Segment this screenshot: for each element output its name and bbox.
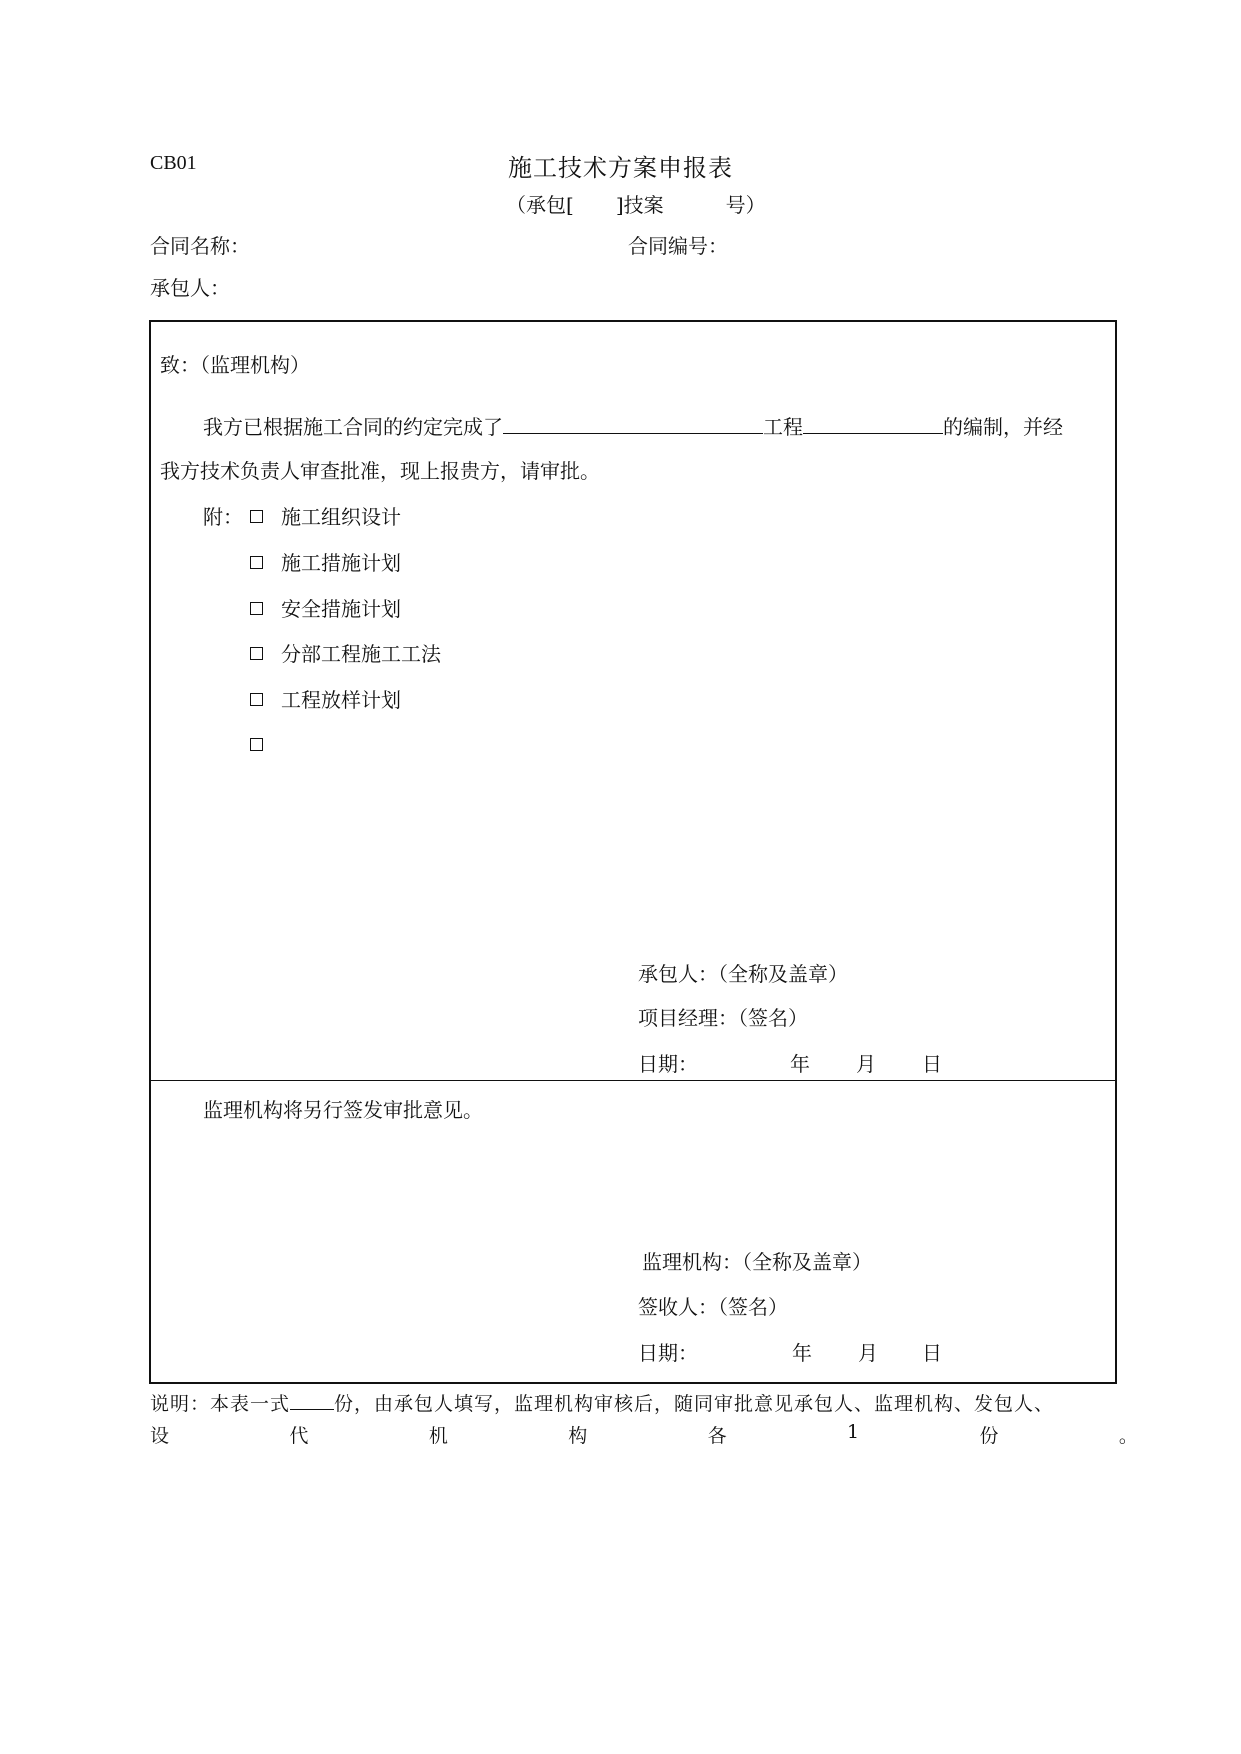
attachment-label: 分部工程施工工法 (281, 642, 441, 666)
addressee-line: 致：（监理机构） (160, 353, 310, 377)
attachment-item[interactable] (250, 505, 401, 529)
application-year: 年 (790, 1052, 810, 1076)
supervision-org-label: 监理机构：（全称及盖章） (642, 1250, 872, 1274)
note-line1 (150, 1389, 1054, 1416)
note-char: 1 (847, 1421, 860, 1443)
supervision-date-label: 日期： (638, 1341, 698, 1365)
document-name-blank[interactable] (803, 415, 943, 434)
ref-prefix: （承包[ (506, 193, 574, 217)
note-char: 代 (289, 1425, 309, 1447)
body-text-part2: 工程 (763, 415, 803, 439)
note-char: 各 (707, 1425, 727, 1447)
application-body-line2: 我方技术负责人审查批准，现上报贵方，请审批。 (160, 459, 600, 483)
application-body-line1 (203, 415, 1063, 439)
attachment-item[interactable] (250, 642, 441, 666)
checkbox[interactable] (250, 693, 263, 706)
form-title: 施工技术方案申报表 (508, 154, 733, 182)
checkbox[interactable] (250, 510, 263, 523)
contract-number-label: 合同编号： (628, 234, 728, 258)
application-date-label: 日期： (638, 1052, 698, 1076)
section-divider (149, 1080, 1117, 1081)
note-char: 机 (428, 1425, 448, 1447)
supervision-year: 年 (792, 1341, 812, 1365)
attachment-item[interactable] (250, 551, 401, 575)
note-char: 设 (150, 1425, 170, 1447)
ref-middle: ]技案 (615, 193, 664, 217)
supervision-day: 日 (922, 1341, 942, 1365)
attachment-item[interactable] (250, 733, 281, 757)
body-text-part3: 的编制，并经 (943, 415, 1063, 439)
application-day: 日 (922, 1052, 942, 1076)
receiver-label: 签收人：（签名） (638, 1295, 788, 1319)
note-char: 份 (979, 1425, 999, 1447)
contract-name-label: 合同名称： (150, 234, 250, 258)
attachment-label: 工程放样计划 (281, 688, 401, 712)
form-code: CB01 (150, 152, 197, 174)
supervision-statement: 监理机构将另行签发审批意见。 (203, 1098, 483, 1122)
note-text-part2: 份，由承包人填写，监理机构审核后，随同审批意见承包人、监理机构、发包人、 (334, 1393, 1055, 1415)
note-char: 。 (1118, 1425, 1138, 1447)
application-month: 月 (856, 1052, 876, 1076)
reference-number-line (506, 193, 766, 217)
attachment-item[interactable] (250, 597, 401, 621)
checkbox[interactable] (250, 556, 263, 569)
attachment-label: 安全措施计划 (281, 597, 401, 621)
attachment-label: 施工组织设计 (281, 505, 401, 529)
checkbox[interactable] (250, 738, 263, 751)
contractor-signature-label: 承包人：（全称及盖章） (638, 962, 848, 986)
contractor-label: 承包人： (150, 276, 230, 300)
project-name-blank[interactable] (503, 415, 763, 434)
project-manager-label: 项目经理：（签名） (638, 1006, 808, 1030)
note-char: 构 (568, 1425, 588, 1447)
attachments-label: 附： (203, 505, 243, 529)
body-text-part1: 我方已根据施工合同的约定完成了 (203, 415, 503, 439)
attachment-label: 施工措施计划 (281, 551, 401, 575)
attachment-item[interactable] (250, 688, 401, 712)
ref-suffix: 号） (725, 193, 766, 217)
note-line2 (150, 1421, 1138, 1448)
checkbox[interactable] (250, 647, 263, 660)
note-text-part1: 说明：本表一式 (150, 1393, 291, 1415)
supervision-month: 月 (858, 1341, 878, 1365)
copies-blank[interactable] (290, 1391, 334, 1410)
checkbox[interactable] (250, 602, 263, 615)
